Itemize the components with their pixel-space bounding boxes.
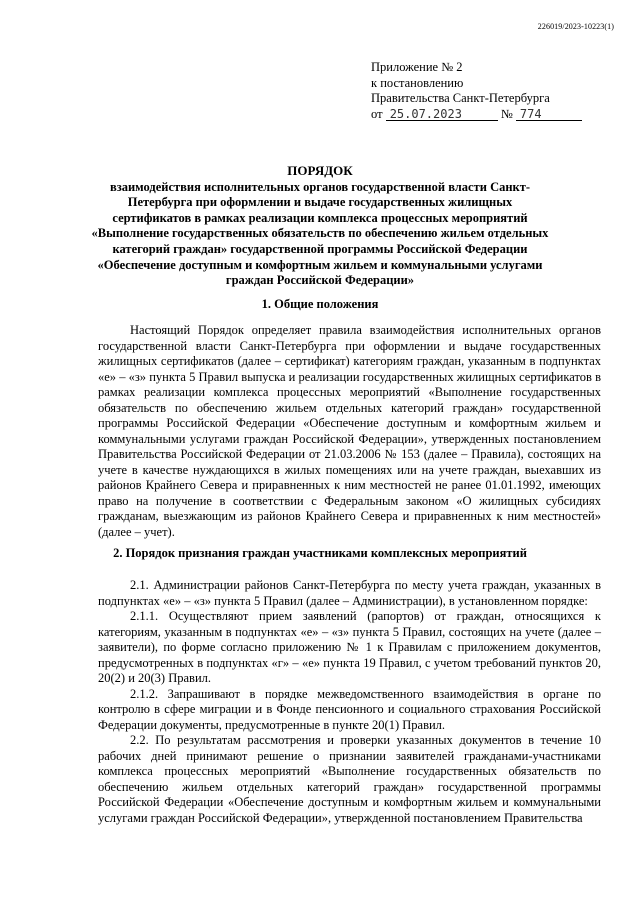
paragraph: Настоящий Порядок определяет правила взаимодействия исполнительных органов государственной власти Санкт-Петербурга при оформлении и выдаче государственных жилищных сертификатов (далее – сертификат) категориям граждан, указанным в подпунктах «е» – «з» пункта 5 Правил выпуска и реализации государственных жилищных сертификатов в рамках реализации комплекса процессных мероприятий «Выполнение государственных обязательств по обеспечению жильем отдельных категорий граждан» государственной программы Российской Федерации «Обеспечение доступным и комфортным жильем и коммунальными услугами граждан Российской Федерации», утвержденных постановлением Правительства Российской Федерации от 21.03.2006 № 153 (далее – Правила), состоящих на учете в качестве нуждающихся в жилых помещениях или на учете граждан, выехавших из районов Крайнего Севера и приравненных к ним местностей не ранее 01.01.1992, имеющих право на получение в соответствии с Федеральным законом «О жилищных субсидиях гражданам, выезжающим из районов Крайнего Севера и приравненных к ним местностей» (далее – учет). xyxy=(98,323,601,539)
section-1-heading: 1. Общие положения xyxy=(261,297,379,311)
paragraph: 2.1.1. Осуществляют прием заявлений (рапортов) от граждан, относящихся к категориям, указанным в подпунктах «е» – «з» пункта 5 Правил, состоящих на учете (далее – заявители), по форме согласно приложению № 1 к Правилам с приложением документов, предусмотренных в подпунктах «г» – «е» пункта 19 Правил, с учетом требований пунктов 20, 20(2) и 20(3) Правил. xyxy=(98,609,601,685)
appendix-line-3: Правительства Санкт-Петербурга xyxy=(371,91,550,105)
section-2-heading: 2. Порядок признания граждан участниками комплексных мероприятий xyxy=(113,546,527,560)
appendix-date-line xyxy=(371,107,611,123)
section-2-body xyxy=(98,578,601,826)
decree-date: 25.07.2023 xyxy=(386,108,498,121)
paragraph: 2.1. Администрации районов Санкт-Петербурга по месту учета граждан, указанных в подпунктах «е» – «з» пункта 5 Правил (далее – Администрации), в установленном порядке: xyxy=(98,578,601,608)
document-id: 226019/2023-10223(1) xyxy=(537,22,614,31)
paragraph: 2.1.2. Запрашивают в порядке межведомственного взаимодействия в органе по контролю в сфере миграции и в Фонде пенсионного и социального страхования Российской Федерации документы, предусмотренные в пункте 20(1) Правил. xyxy=(98,686,601,732)
document-title xyxy=(90,163,550,289)
from-label: от xyxy=(371,106,383,121)
appendix-line-2: к постановлению xyxy=(371,75,464,90)
decree-number: 774 xyxy=(516,108,582,121)
section-1-body xyxy=(98,323,601,540)
number-label: № xyxy=(500,106,513,121)
paragraph: 2.2. По результатам рассмотрения и проверки указанных документов в течение 10 рабочих дней принимают решение о признании заявителей гражданами-участниками комплекса процессных мероприятий «Выполнение государственных обязательств по обеспечению жильем отдельных категорий граждан» государственной программы Российской Федерации «Обеспечение доступным и комфортным жильем и коммунальными услугами граждан Российской Федерации», утвержденной постановлением Правительства xyxy=(98,733,601,825)
title-main: ПОРЯДОК xyxy=(287,163,353,178)
appendix-block xyxy=(371,60,611,122)
appendix-line-1: Приложение № 2 xyxy=(371,60,463,74)
title-subtitle: взаимодействия исполнительных органов государственной власти Санкт-Петербурга при оформлении и выдаче государственных жилищных сертификатов в рамках реализации комплекса процессных мероприятий «Выполнение государственных обязательств по обеспечению жильем отдельных категорий граждан» государственной программы Российской Федерации «Обеспечение доступным и комфортным жильем и коммунальными услугами граждан Российской Федерации» xyxy=(91,179,549,288)
